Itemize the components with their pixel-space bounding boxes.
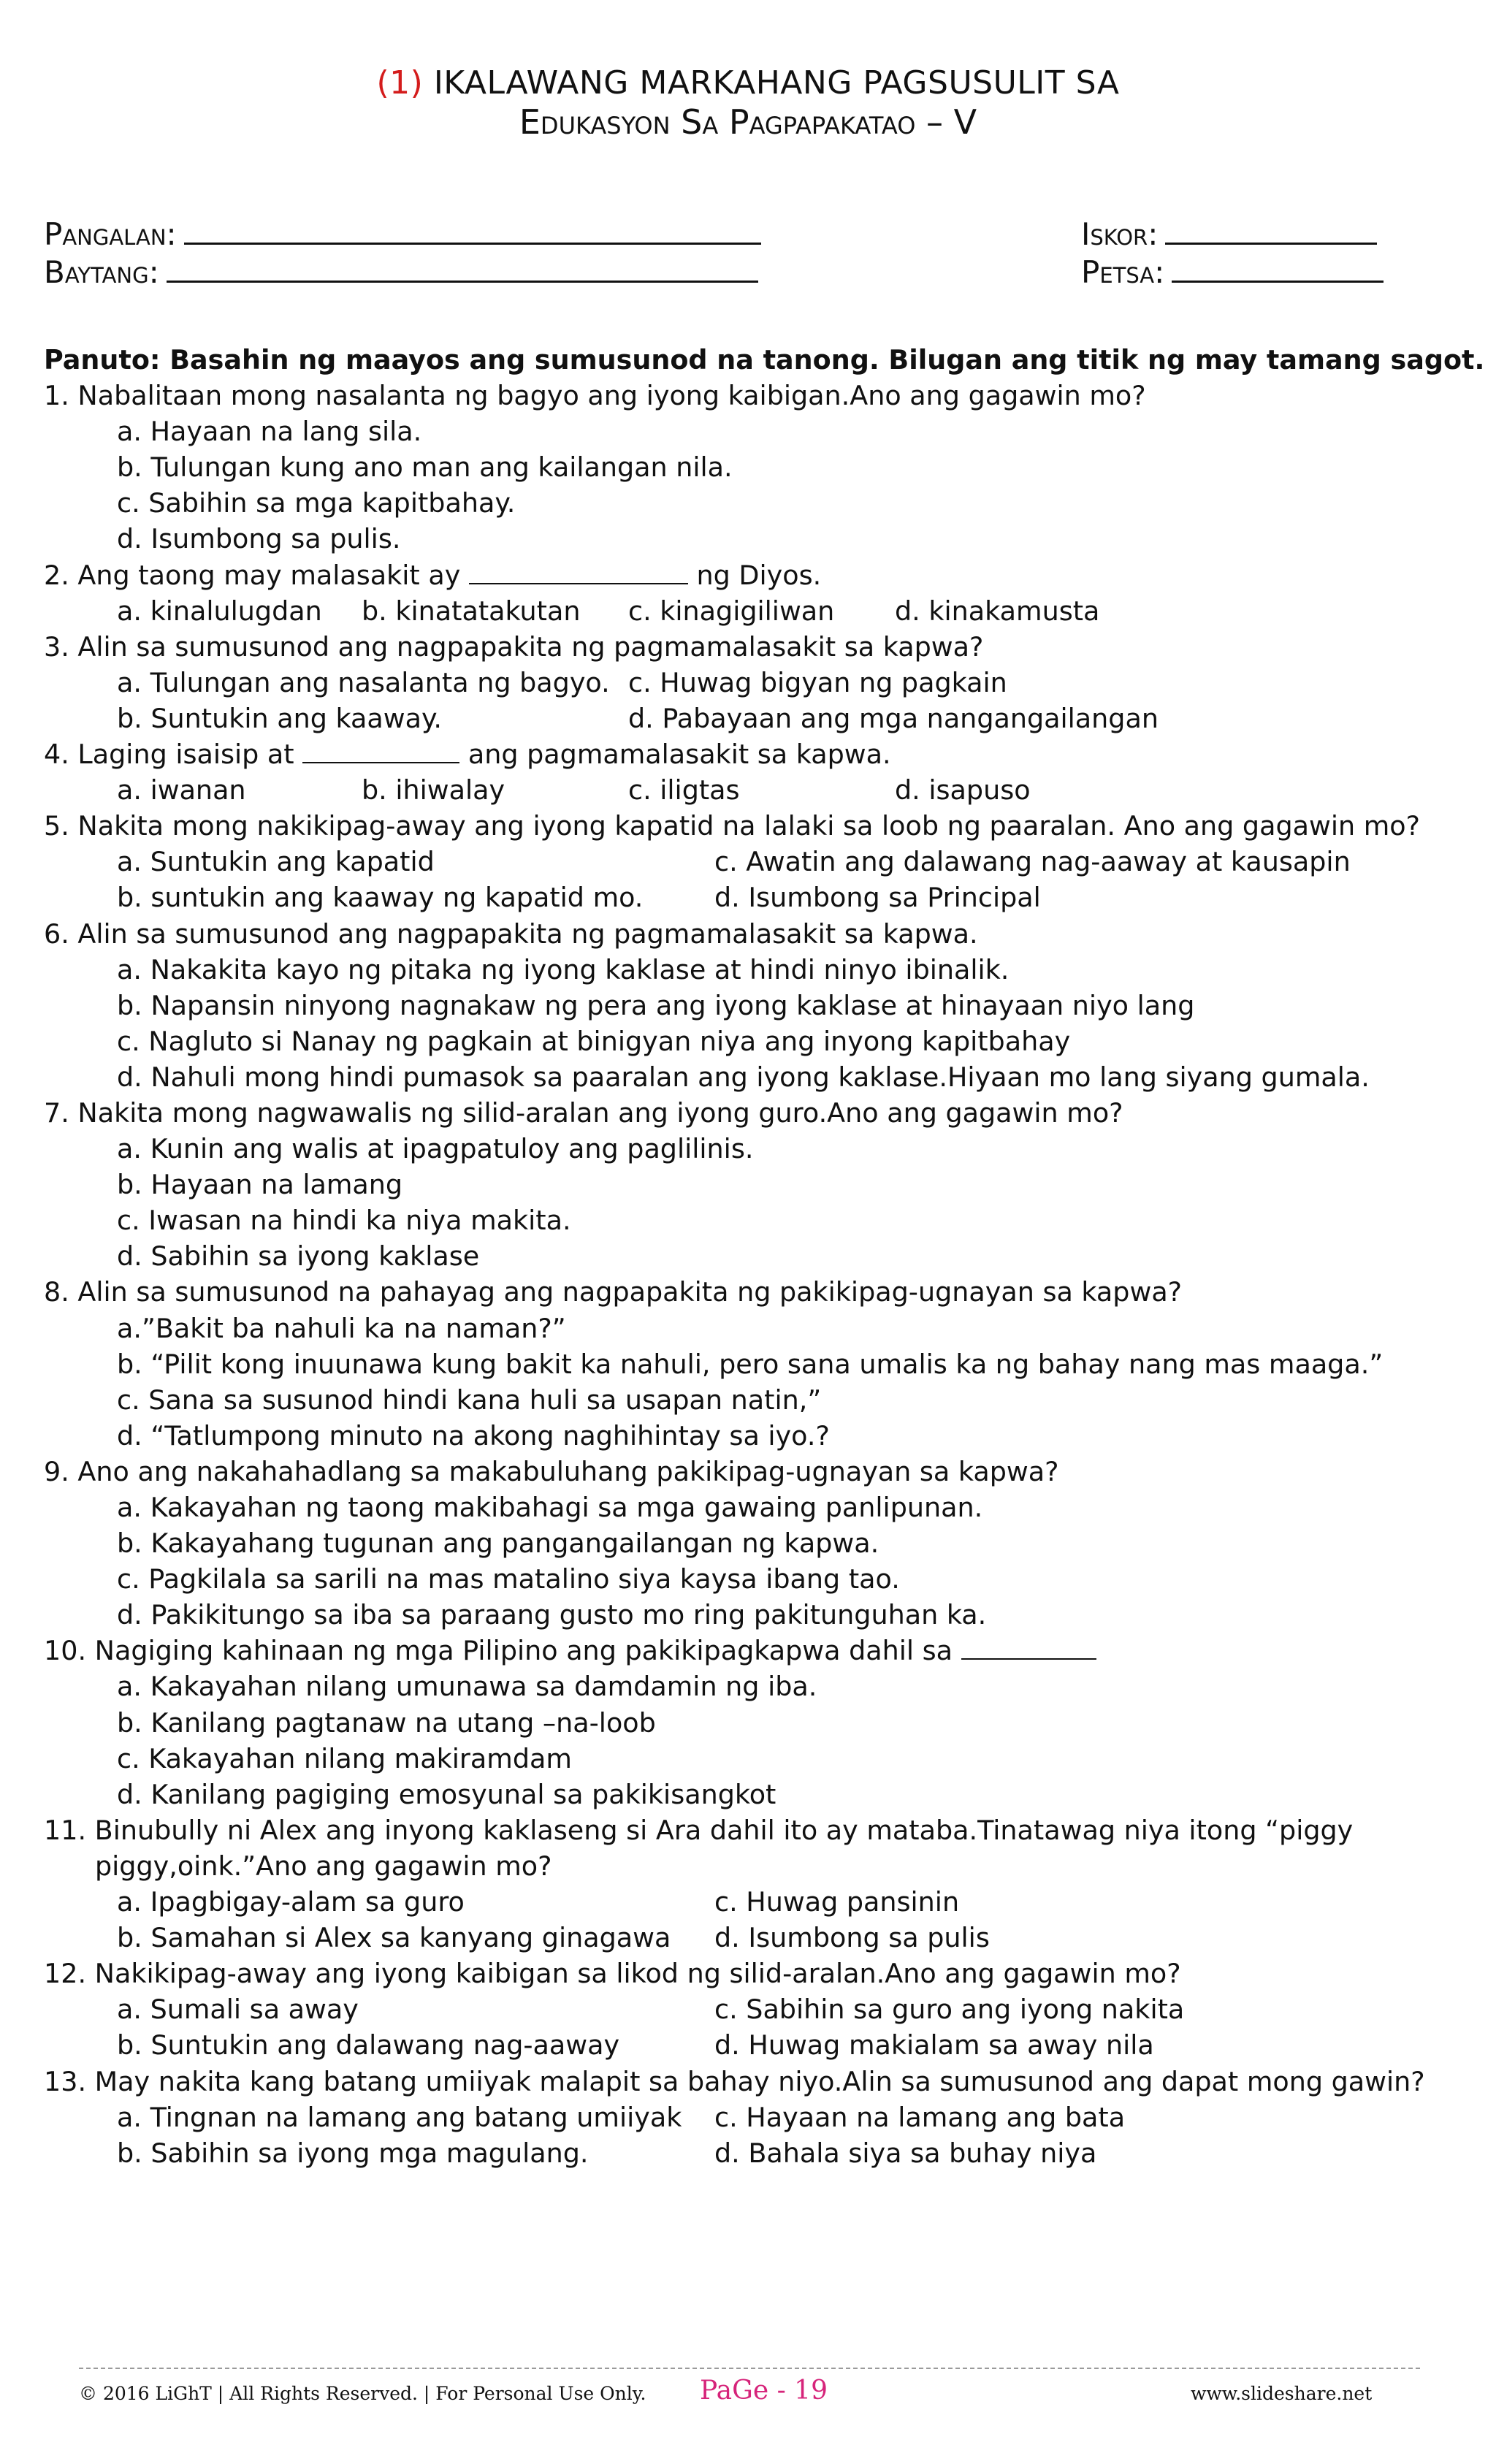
question-4-post: ang pagmamalasakit sa kapwa. (468, 739, 891, 771)
option-11c[interactable]: c. Huwag pansinin (714, 1886, 960, 1918)
options-13-row2 (44, 2135, 1454, 2171)
option-1b[interactable]: b. Tulungan kung ano man ang kailangan nila. (117, 451, 733, 484)
options-11-row1 (44, 1884, 1454, 1920)
option-4d[interactable]: d. isapuso (895, 774, 1031, 806)
grade-field (44, 254, 758, 290)
option-5d[interactable]: d. Isumbong sa Principal (714, 882, 1041, 914)
option-1d[interactable]: d. Isumbong sa pulis. (117, 523, 401, 555)
answer-blank[interactable] (469, 561, 688, 584)
option-6a[interactable]: a. Nakakita kayo ng pitaka ng iyong kaklase at hindi ninyo ibinalik. (117, 953, 1010, 985)
grade-line[interactable] (167, 257, 758, 283)
option-12d[interactable]: d. Huwag makialam sa away nila (714, 2029, 1154, 2061)
answer-blank[interactable] (961, 1636, 1096, 1660)
option-2b[interactable]: b. kinatatakutan (362, 595, 581, 627)
footer-copyright: © 2016 LiGhT | All Rights Reserved. | For Personal Use Only. (79, 2383, 646, 2404)
option-12b[interactable]: b. Suntukin ang dalawang nag-aaway (117, 2029, 620, 2061)
options-5-row1 (44, 844, 1454, 880)
answer-blank[interactable] (302, 740, 459, 763)
exam-subtitle: Edukasyon Sa Pagpapakatao – V (519, 102, 977, 142)
instructions: Panuto: Basahin ng maayos ang sumusunod na tanong. Bilugan ang titik ng may tamang sagot. (44, 344, 1485, 375)
option-6c[interactable]: c. Nagluto si Nanay ng pagkain at binigyan niya ang inyong kapitbahay (117, 1025, 1071, 1057)
exam-title (0, 64, 1496, 102)
option-2d[interactable]: d. kinakamusta (895, 595, 1100, 627)
options-12-row2 (44, 2027, 1454, 2063)
option-11a[interactable]: a. Ipagbigay-alam sa guro (117, 1886, 465, 1918)
option-5c[interactable]: c. Awatin ang dalawang nag-aaway at kausapin (714, 846, 1351, 878)
option-6d[interactable]: d. Nahuli mong hindi pumasok sa paaralan ang iyong kaklase.Hiyaan mo lang siyang gumala. (117, 1061, 1370, 1093)
option-12c[interactable]: c. Sabihin sa guro ang iyong nakita (714, 1994, 1185, 2026)
date-label: Petsa: (1081, 254, 1165, 290)
exam-content (44, 342, 1485, 2171)
option-2c[interactable]: c. kinagigiliwan (628, 595, 835, 627)
option-8d[interactable]: d. “Tatlumpong minuto na akong naghihintay sa iyo.? (117, 1419, 830, 1452)
question-1: 1. Nabalitaan mong nasalanta ng bagyo ang iyong kaibigan.Ano ang gagawin mo? (44, 380, 1146, 412)
option-7a[interactable]: a. Kunin ang walis at ipagpatuloy ang paglilinis. (117, 1133, 754, 1165)
question-2-post: ng Diyos. (696, 559, 822, 591)
grade-label: Baytang: (44, 254, 159, 290)
option-7d[interactable]: d. Sabihin sa iyong kaklase (117, 1240, 480, 1273)
option-1a[interactable]: a. Hayaan na lang sila. (117, 416, 422, 448)
options-12-row1 (44, 1991, 1454, 2027)
score-line[interactable] (1165, 219, 1377, 245)
question-6: 6. Alin sa sumusunod ang nagpapakita ng pagmamalasakit sa kapwa. (44, 918, 978, 950)
question-9: 9. Ano ang nakahahadlang sa makabuluhang pakikipag-ugnayan sa kapwa? (44, 1455, 1059, 1487)
option-9b[interactable]: b. Kakayahang tugunan ang pangangailangan ng kapwa. (117, 1527, 879, 1560)
name-line[interactable] (184, 219, 761, 245)
question-7: 7. Nakita mong nagwawalis ng silid-aralan ang iyong guro.Ano ang gagawin mo? (44, 1096, 1123, 1129)
question-13: 13. May nakita kang batang umiiyak malapit sa bahay niyo.Alin sa sumusunod ang dapat mong gawin? (44, 2065, 1425, 2097)
option-5a[interactable]: a. Suntukin ang kapatid (117, 846, 435, 878)
question-4-pre: 4. Laging isaisip at (44, 739, 294, 771)
option-3a[interactable]: a. Tulungan ang nasalanta ng bagyo. (117, 666, 610, 698)
options-3-row2 (44, 701, 1454, 736)
options-3-row1 (44, 665, 1454, 701)
question-8: 8. Alin sa sumusunod na pahayag ang nagpapakita ng pakikipag-ugnayan sa kapwa? (44, 1276, 1183, 1308)
option-13a[interactable]: a. Tingnan na lamang ang batang umiiyak (117, 2101, 682, 2133)
option-3c[interactable]: c. Huwag bigyan ng pagkain (628, 666, 1007, 698)
option-11b[interactable]: b. Samahan si Alex sa kanyang ginagawa (117, 1922, 671, 1954)
score-field (1081, 216, 1377, 252)
option-12a[interactable]: a. Sumali sa away (117, 1994, 359, 2026)
option-1c[interactable]: c. Sabihin sa mga kapitbahay. (117, 487, 516, 519)
option-9a[interactable]: a. Kakayahan ng taong makibahagi sa mga gawaing panlipunan. (117, 1492, 983, 1523)
option-3d[interactable]: d. Pabayaan ang mga nangangailangan (628, 702, 1159, 734)
question-5: 5. Nakita mong nakikipag-away ang iyong kapatid na lalaki sa loob ng paaralan. Ano ang gagawin mo? (44, 810, 1420, 842)
footer-divider (79, 2368, 1420, 2369)
option-4c[interactable]: c. iligtas (628, 774, 740, 806)
option-9c[interactable]: c. Pagkilala sa sarili na mas matalino siya kaysa ibang tao. (117, 1563, 900, 1595)
date-field (1081, 254, 1384, 290)
score-label: Iskor: (1081, 216, 1159, 252)
question-11-cont: piggy,oink.”Ano ang gagawin mo? (95, 1850, 552, 1882)
question-10-pre: 10. Nagiging kahinaan ng mga Pilipino ang pakikipagkapwa dahil sa (44, 1635, 953, 1667)
option-10d[interactable]: d. Kanilang pagiging emosyunal sa pakikisangkot (117, 1778, 776, 1810)
option-4b[interactable]: b. ihiwalay (362, 774, 505, 806)
options-5-row2 (44, 880, 1454, 915)
question-3: 3. Alin sa sumusunod ang nagpapakita ng pagmamalasakit sa kapwa? (44, 630, 984, 663)
option-10a[interactable]: a. Kakayahan nilang umunawa sa damdamin ng iba. (117, 1671, 817, 1703)
option-13b[interactable]: b. Sabihin sa iyong mga magulang. (117, 2137, 589, 2169)
option-10c[interactable]: c. Kakayahan nilang makiramdam (117, 1742, 572, 1774)
exam-number: (1) (376, 64, 424, 102)
option-6b[interactable]: b. Napansin ninyong nagnakaw ng pera ang iyong kaklase at hinayaan niyo lang (117, 989, 1195, 1021)
option-13d[interactable]: d. Bahala siya sa buhay niya (714, 2137, 1097, 2169)
option-2a[interactable]: a. kinalulugdan (117, 595, 322, 627)
option-11d[interactable]: d. Isumbong sa pulis (714, 1922, 990, 1954)
question-11: 11. Binubully ni Alex ang inyong kaklaseng si Ara dahil ito ay mataba.Tinatawag niya itong “piggy (44, 1814, 1354, 1846)
question-2-pre: 2. Ang taong may malasakit ay (44, 559, 461, 591)
options-4 (44, 772, 1454, 808)
option-13c[interactable]: c. Hayaan na lamang ang bata (714, 2101, 1126, 2133)
footer-page-number: PaGe - 19 (700, 2376, 828, 2406)
option-10b[interactable]: b. Kanilang pagtanaw na utang –na-loob (117, 1706, 656, 1739)
options-13-row1 (44, 2099, 1454, 2135)
option-4a[interactable]: a. iwanan (117, 774, 246, 806)
exam-title-text: IKALAWANG MARKAHANG PAGSUSULIT SA (433, 64, 1120, 102)
date-line[interactable] (1172, 257, 1384, 283)
option-7c[interactable]: c. Iwasan na hindi ka niya makita. (117, 1205, 571, 1237)
option-8c[interactable]: c. Sana sa susunod hindi kana huli sa usapan natin,” (117, 1384, 822, 1416)
options-11-row2 (44, 1920, 1454, 1956)
footer-site-link[interactable]: www.slideshare.net (1191, 2383, 1373, 2404)
option-5b[interactable]: b. suntukin ang kaaway ng kapatid mo. (117, 882, 644, 914)
question-10 (44, 1633, 1454, 1668)
option-3b[interactable]: b. Suntukin ang kaaway. (117, 702, 442, 734)
option-7b[interactable]: b. Hayaan na lamang (117, 1169, 403, 1201)
name-label: Pangalan: (44, 216, 177, 252)
options-2 (44, 593, 1454, 629)
option-9d[interactable]: d. Pakikitungo sa iba sa paraang gusto mo ring pakitunguhan ka. (117, 1599, 987, 1631)
name-field (44, 216, 761, 252)
question-12: 12. Nakikipag-away ang iyong kaibigan sa likod ng silid-aralan.Ano ang gagawin mo? (44, 1958, 1181, 1990)
question-2 (44, 557, 1454, 593)
option-8b[interactable]: b. “Pilit kong inuunawa kung bakit ka nahuli, pero sana umalis ka ng bahay nang mas maaga.” (117, 1348, 1384, 1380)
option-8a[interactable]: a.”Bakit ba nahuli ka na naman?” (117, 1312, 566, 1344)
question-4 (44, 736, 1454, 772)
